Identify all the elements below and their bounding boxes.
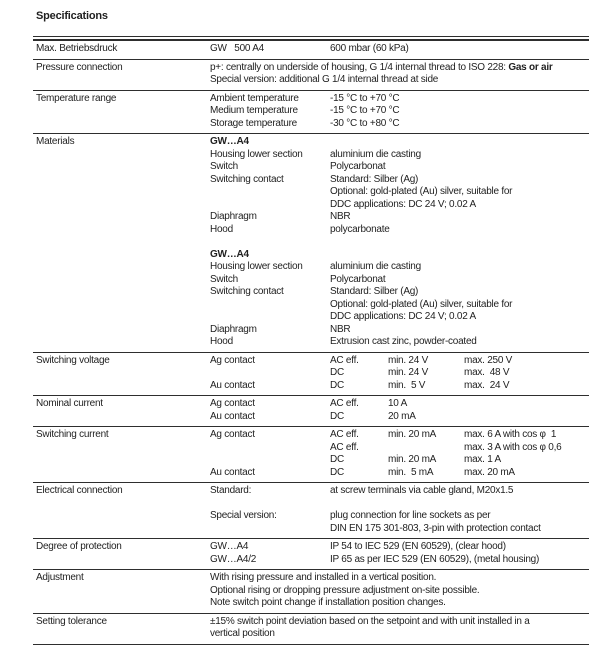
content-line — [210, 161, 589, 174]
cell: Hood — [210, 223, 233, 235]
cell — [210, 199, 330, 212]
table-top-rule-thin — [33, 36, 589, 37]
table-row — [33, 539, 589, 570]
content-line — [210, 454, 589, 467]
cell: GW…A4/2 — [210, 553, 257, 565]
content-line — [210, 498, 589, 511]
row-label: Adjustment — [36, 572, 84, 583]
content-line — [210, 442, 589, 455]
cell: AC eff. — [330, 441, 359, 453]
content-line — [210, 311, 589, 324]
content-line — [210, 398, 589, 411]
page-title: Specifications — [36, 10, 108, 22]
content-line — [210, 429, 589, 442]
row-content — [210, 93, 589, 131]
cell: AC eff. — [330, 354, 359, 366]
content-line — [210, 336, 589, 349]
cell: max. 1 A — [464, 454, 501, 465]
content-line — [210, 485, 589, 498]
cell: Ambient temperature — [210, 92, 299, 104]
cell: min. 24 V — [388, 354, 428, 366]
cell: aluminium die casting — [330, 261, 421, 272]
content-line — [210, 616, 589, 629]
content-line — [210, 523, 589, 536]
cell: Hood — [210, 336, 233, 347]
cell: min. 24 V — [388, 367, 428, 378]
cell: Polycarbonat — [330, 273, 386, 285]
row-label: Materials — [36, 136, 75, 147]
cell: max. 48 V — [464, 367, 510, 378]
content-line — [210, 467, 589, 480]
row-label: Switching current — [36, 429, 109, 440]
cell: max. 24 V — [464, 379, 510, 391]
cell: Switching contact — [210, 286, 284, 297]
content-line — [210, 324, 589, 337]
cell — [464, 398, 589, 411]
cell: Switch — [210, 273, 238, 285]
content-line — [210, 93, 589, 106]
spec-table — [33, 36, 589, 645]
content-line — [210, 43, 589, 56]
cell: DC — [330, 454, 344, 465]
cell: plug connection for line sockets as per — [330, 510, 491, 521]
row-content — [210, 43, 589, 56]
table-row — [33, 396, 589, 427]
cell: max. 3 A with cos φ 0,6 — [464, 441, 562, 453]
row-label: Nominal current — [36, 398, 103, 409]
cell: Polycarbonat — [330, 161, 386, 172]
cell: Special version: — [210, 510, 277, 521]
row-label: Max. Betriebsdruck — [36, 43, 118, 54]
table-row — [33, 41, 589, 60]
cell — [210, 186, 330, 199]
content-line — [210, 249, 589, 262]
cell: -30 °C to +80 °C — [330, 117, 400, 129]
content-line — [210, 541, 589, 554]
content-line — [210, 286, 589, 299]
cell: min. 20 mA — [388, 429, 437, 440]
cell: max. 20 mA — [464, 466, 515, 478]
content-line — [210, 585, 589, 598]
cell: GW…A4 — [210, 136, 249, 147]
table-row — [33, 60, 589, 91]
cell: Optional: gold-plated (Au) silver, suitable for — [330, 186, 513, 197]
cell: -15 °C to +70 °C — [330, 105, 400, 116]
table-row — [33, 570, 589, 614]
cell: NBR — [330, 323, 351, 335]
cell — [210, 299, 330, 312]
row-label: Setting tolerance — [36, 615, 107, 627]
cell: Standard: — [210, 485, 252, 496]
row-content — [210, 616, 589, 641]
cell: Standard: Silber (Ag) — [330, 173, 419, 185]
cell: Housing lower section — [210, 148, 303, 160]
cell: IP 54 to IEC 529 (EN 60529), (clear hood) — [330, 541, 506, 552]
content-line — [210, 174, 589, 187]
cell — [210, 367, 330, 380]
cell: Extrusion cast zinc, powder-coated — [330, 336, 477, 347]
cell: DC — [330, 367, 344, 378]
cell: DC — [330, 466, 344, 478]
row-label: Temperature range — [36, 92, 117, 104]
row-content — [210, 541, 589, 566]
content-line — [210, 380, 589, 393]
cell — [388, 442, 464, 455]
cell: 10 A — [388, 398, 408, 409]
cell: DDC applications: DC 24 V; 0.02 A — [330, 198, 476, 210]
content-line — [210, 554, 589, 567]
cell: polycarbonate — [330, 223, 390, 235]
row-label: Pressure connection — [36, 61, 123, 73]
cell: Switching contact — [210, 173, 284, 185]
content-line — [210, 299, 589, 312]
cell: p+: centrally on underside of housing, G 1/4 internal thread to ISO 228: Gas or air — [210, 61, 553, 73]
content-line — [210, 411, 589, 424]
content-line — [210, 211, 589, 224]
cell: -15 °C to +70 °C — [330, 92, 400, 104]
content-line — [210, 236, 589, 249]
row-content — [210, 572, 589, 610]
content-line — [210, 510, 589, 523]
content-line — [210, 628, 589, 641]
row-content — [210, 485, 589, 535]
cell: Note switch point change if installation position changes. — [210, 597, 446, 608]
content-line — [210, 105, 589, 118]
cell: max. 250 V — [464, 354, 513, 366]
content-line — [210, 355, 589, 368]
cell: DC — [330, 379, 344, 391]
cell: AC eff. — [330, 429, 359, 440]
cell: min. 5 mA — [388, 466, 434, 478]
cell — [210, 523, 330, 536]
cell: GW 500 A4 — [210, 43, 264, 54]
cell: Au contact — [210, 410, 255, 422]
cell: Diaphragm — [210, 211, 257, 222]
cell: GW…A4 — [210, 248, 249, 260]
cell: 20 mA — [388, 410, 416, 422]
cell: 600 mbar (60 kPa) — [330, 43, 409, 54]
cell — [210, 454, 330, 467]
cell: Ag contact — [210, 354, 255, 366]
cell: With rising pressure and installed in a vertical position. — [210, 572, 437, 583]
cell — [330, 136, 589, 149]
table-row — [33, 614, 589, 645]
cell: DIN EN 175 301-803, 3-pin with protection contact — [330, 522, 541, 534]
table-row — [33, 134, 589, 353]
cell: Au contact — [210, 379, 255, 391]
content-line — [210, 274, 589, 287]
row-content — [210, 136, 589, 349]
row-content — [210, 62, 589, 87]
cell: DC — [330, 410, 344, 422]
content-line — [210, 224, 589, 237]
cell: Switch — [210, 161, 238, 172]
cell: GW…A4 — [210, 541, 249, 552]
cell: aluminium die casting — [330, 148, 421, 160]
table-row — [33, 353, 589, 397]
cell — [210, 311, 330, 324]
table-row — [33, 483, 589, 539]
cell: AC eff. — [330, 398, 359, 409]
cell: Standard: Silber (Ag) — [330, 286, 419, 297]
content-line — [210, 367, 589, 380]
cell: Storage temperature — [210, 117, 297, 129]
cell: DDC applications: DC 24 V; 0.02 A — [330, 311, 476, 322]
cell: NBR — [330, 211, 351, 222]
cell: ±15% switch point deviation based on the setpoint and with unit installed in a — [210, 615, 530, 627]
cell: Special version: additional G 1/4 internal thread at side — [210, 74, 439, 85]
cell: Optional rising or dropping pressure adjustment on-site possible. — [210, 584, 480, 596]
cell: vertical position — [210, 628, 275, 639]
content-line — [210, 199, 589, 212]
cell: min. 20 mA — [388, 454, 437, 465]
cell: IP 65 as per IEC 529 (EN 60529), (metal housing) — [330, 553, 540, 565]
row-content — [210, 429, 589, 479]
content-line — [210, 572, 589, 585]
content-line — [210, 186, 589, 199]
cell: max. 6 A with cos φ 1 — [464, 429, 557, 440]
cell: at screw terminals via cable gland, M20x1.5 — [330, 485, 514, 496]
row-label: Switching voltage — [36, 354, 110, 366]
table-row — [33, 91, 589, 135]
cell: Diaphragm — [210, 323, 257, 335]
row-content — [210, 398, 589, 423]
content-line — [210, 261, 589, 274]
table-sections — [33, 41, 589, 645]
content-line — [210, 597, 589, 610]
cell: Ag contact — [210, 429, 255, 440]
row-label: Electrical connection — [36, 485, 123, 496]
content-line — [210, 149, 589, 162]
table-row — [33, 427, 589, 483]
cell: Ag contact — [210, 398, 255, 409]
content-line — [210, 118, 589, 131]
cell — [210, 442, 330, 455]
bold-text: Gas or air — [508, 61, 553, 73]
cell: Au contact — [210, 466, 255, 478]
content-line — [210, 62, 589, 75]
cell: Housing lower section — [210, 261, 303, 272]
cell — [330, 249, 589, 262]
row-label: Degree of protection — [36, 541, 122, 552]
content-line — [210, 74, 589, 87]
row-content — [210, 355, 589, 393]
cell — [464, 411, 589, 424]
cell: min. 5 V — [388, 379, 426, 391]
cell: Optional: gold-plated (Au) silver, suitable for — [330, 298, 513, 310]
cell: Medium temperature — [210, 105, 298, 116]
content-line — [210, 136, 589, 149]
